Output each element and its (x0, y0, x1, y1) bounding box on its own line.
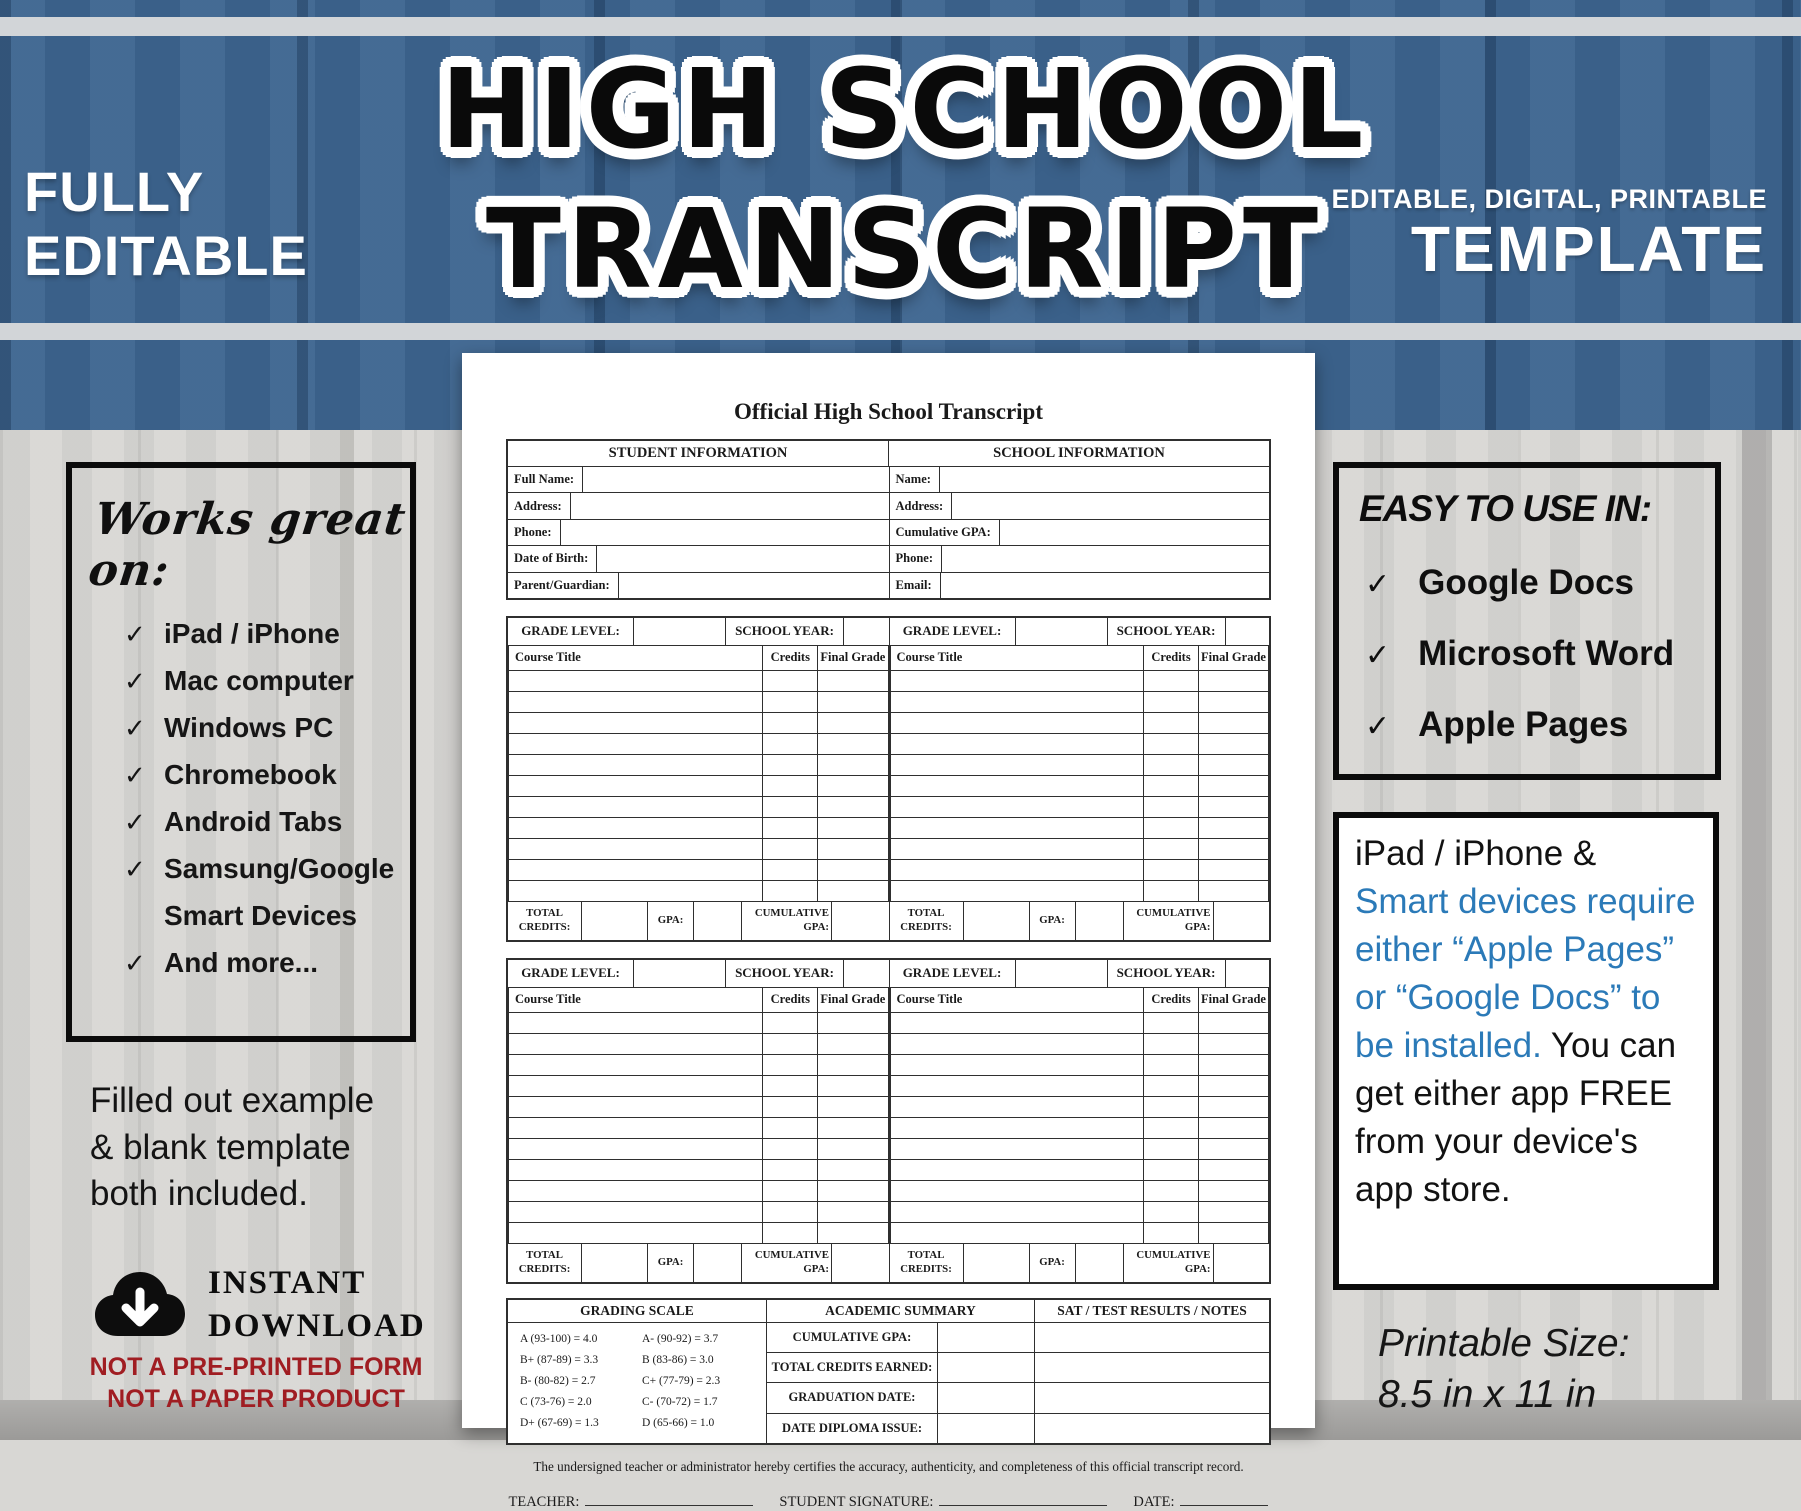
course-table (890, 988, 1270, 1244)
included-note-line: both included. (90, 1174, 308, 1214)
column-header: Credits (1144, 646, 1199, 671)
app-label: Microsoft Word (1418, 634, 1675, 673)
signature-line (585, 1491, 753, 1506)
grade-level-value-cell (634, 618, 726, 645)
instant-download (92, 1262, 426, 1348)
check-icon: ✓ (124, 807, 146, 837)
gpa-label: GPA: (648, 902, 694, 940)
list-item (124, 806, 410, 838)
empty-course-row (890, 712, 1269, 733)
info-table (506, 439, 1271, 600)
cumulative-gpa-value-cell (1214, 902, 1270, 940)
empty-course-row (890, 1201, 1269, 1222)
school-year-value-cell (844, 618, 889, 645)
empty-course-row (509, 1159, 889, 1180)
table-row: DATE DIPLOMA ISSUE: (767, 1414, 1034, 1443)
check-icon: ✓ (124, 948, 146, 978)
teacher-signature (509, 1491, 754, 1511)
course-rows (509, 1012, 889, 1243)
empty-course-row (509, 859, 889, 880)
empty-course-row (509, 670, 889, 691)
not-paper-warning (60, 1352, 452, 1415)
course-table-half (508, 960, 889, 1282)
school-info-header: SCHOOL INFORMATION (888, 441, 1269, 466)
grading-scale-row: B+ (87-89) = 3.3 B (83-86) = 3.0 (520, 1353, 714, 1366)
field-value-cell (597, 546, 888, 571)
gpa-label: GPA: (648, 1244, 694, 1282)
academic-summary-section (766, 1300, 1034, 1443)
empty-course-row (509, 1033, 889, 1054)
column-header: Credits (763, 988, 818, 1013)
check-icon: ✓ (124, 713, 146, 743)
check-icon: ✓ (124, 666, 146, 696)
page-title: Official High School Transcript (733, 399, 1044, 424)
works-great-on-heading: Works great on: (85, 494, 409, 596)
value-cell (938, 1414, 1034, 1443)
grade-level-value-cell (634, 960, 726, 987)
grade-level-label: GRADE LEVEL: (508, 618, 634, 645)
list-item (1365, 705, 1715, 745)
gpa-label: GPA: (1030, 902, 1076, 940)
instant-line: INSTANT (208, 1265, 367, 1301)
check-icon: ✓ (124, 619, 146, 649)
field-label: Full Name: (508, 467, 583, 492)
warning-line: NOT A PRE-PRINTED FORM (89, 1353, 423, 1381)
template-sub-label: EDITABLE, DIGITAL, PRINTABLE (1331, 184, 1767, 214)
value-cell (938, 1323, 1034, 1352)
value-cell (938, 1353, 1034, 1382)
device-label: And more... (164, 947, 319, 978)
fully-editable-label (24, 160, 308, 289)
included-note (90, 1078, 374, 1218)
transcript-page (462, 353, 1315, 1510)
summary-table (506, 1298, 1271, 1445)
total-credits-value-cell (582, 1244, 648, 1282)
grading-scale-row: B- (80-82) = 2.7 C+ (77-79) = 2.3 (520, 1374, 721, 1387)
course-table (890, 646, 1270, 902)
empty-course-row (890, 1054, 1269, 1075)
field-value-cell (619, 573, 889, 598)
column-header: Final Grade (1198, 988, 1268, 1013)
field-value-cell (561, 520, 889, 545)
table-row (508, 546, 1269, 572)
school-year-label: SCHOOL YEAR: (726, 618, 844, 645)
column-header: Course Title (509, 988, 763, 1013)
column-header: Credits (1144, 988, 1199, 1013)
empty-course-row (890, 775, 1269, 796)
school-year-value-cell (1226, 960, 1270, 987)
empty-course-row (890, 796, 1269, 817)
column-header: Final Grade (818, 646, 888, 671)
empty-course-row (509, 1075, 889, 1096)
app-label: Apple Pages (1418, 705, 1629, 744)
total-credits-value-cell (582, 902, 648, 940)
total-credits-label: TOTAL CREDITS: (508, 1244, 582, 1282)
app-requirement-note (1333, 812, 1719, 1290)
table-row (508, 467, 1269, 493)
school-year-value-cell (1226, 618, 1270, 645)
grade-level-value-cell (1016, 960, 1108, 987)
empty-course-row (890, 1075, 1269, 1096)
field-label: Parent/Guardian: (508, 573, 619, 598)
field-label: Phone: (890, 546, 943, 571)
field-value-cell (941, 573, 1269, 598)
empty-course-row (890, 670, 1269, 691)
empty-course-row (890, 1033, 1269, 1054)
list-item (124, 759, 410, 791)
download-cloud-icon (92, 1266, 188, 1344)
cumulative-gpa-value-cell (832, 902, 889, 940)
info-table-header (508, 441, 1269, 467)
field-value-cell (942, 546, 1269, 571)
grading-scale-header: GRADING SCALE (508, 1300, 766, 1323)
title-line-1: HIGH SCHOOL (440, 45, 1370, 173)
grading-scale-section (508, 1300, 766, 1443)
column-header: Credits (763, 646, 818, 671)
app-list (1359, 530, 1715, 745)
device-label: iPad / iPhone (164, 618, 340, 649)
cumulative-gpa-label: CUMULATIVE GPA: (1124, 1244, 1214, 1282)
student-signature (779, 1491, 1107, 1511)
warning-line: NOT A PAPER PRODUCT (107, 1384, 405, 1413)
course-rows (890, 1012, 1269, 1243)
sat-results-header: SAT / TEST RESULTS / NOTES (1035, 1300, 1269, 1323)
works-great-on-box (66, 462, 416, 1042)
school-year-value-cell (844, 960, 889, 987)
printable-size-line: Printable Size: (1378, 1322, 1630, 1365)
device-label: Mac computer (164, 665, 354, 696)
list-item (124, 665, 410, 697)
instant-download-label (208, 1262, 426, 1348)
field-label: Date of Birth: (508, 546, 597, 571)
student-signature-label: STUDENT SIGNATURE: (779, 1493, 934, 1510)
teacher-label: TEACHER: (508, 1493, 580, 1510)
gpa-value-cell (694, 902, 742, 940)
empty-course-row (509, 733, 889, 754)
table-row: GRADUATION DATE: (767, 1383, 1034, 1413)
totals-row (508, 902, 889, 940)
list-item (1365, 634, 1715, 674)
device-label: Windows PC (164, 712, 334, 743)
empty-course-row (890, 859, 1269, 880)
grade-year-row (508, 618, 889, 646)
totals-row (890, 902, 1270, 940)
app-label: Google Docs (1418, 563, 1635, 602)
column-header: Course Title (509, 646, 763, 671)
note-text: iPad / iPhone & (1355, 834, 1597, 873)
check-icon: ✓ (1365, 568, 1391, 601)
empty-course-row (890, 691, 1269, 712)
list-item (124, 900, 410, 932)
header-stripe-bottom (0, 323, 1801, 340)
column-header: Course Title (890, 988, 1144, 1013)
column-header: Course Title (890, 646, 1144, 671)
gpa-value-cell (694, 1244, 742, 1282)
field-value-cell (952, 493, 1269, 518)
cumulative-gpa-value-cell (1214, 1244, 1270, 1282)
total-credits-label: TOTAL CREDITS: (890, 902, 964, 940)
school-year-label: SCHOOL YEAR: (1108, 960, 1226, 987)
note-text: You can get either app FREE from your device's app store. (1355, 1025, 1677, 1209)
grade-year-row (890, 618, 1270, 646)
column-header: Final Grade (818, 988, 888, 1013)
empty-course-row (890, 1138, 1269, 1159)
grading-scale-body (508, 1323, 766, 1438)
gpa-value-cell (1076, 902, 1124, 940)
empty-course-row (509, 754, 889, 775)
table-row (508, 493, 1269, 519)
course-table (508, 988, 889, 1244)
total-credits-label: TOTAL CREDITS: (890, 1244, 964, 1282)
cumulative-gpa-label: CUMULATIVE GPA: (742, 1244, 832, 1282)
easy-to-use-heading: EASY TO USE IN: (1359, 488, 1652, 529)
course-table (508, 646, 889, 902)
printable-size-label (1378, 1318, 1629, 1421)
course-table-half (889, 960, 1270, 1282)
field-value-cell (571, 493, 889, 518)
device-label: Android Tabs (164, 806, 343, 837)
table-row (1035, 1383, 1269, 1413)
grading-scale-row: A (93-100) = 4.0 A- (90-92) = 3.7 (520, 1332, 719, 1345)
check-icon: ✓ (124, 854, 146, 884)
empty-course-row (890, 1222, 1269, 1243)
grade-level-value-cell (1016, 618, 1108, 645)
cumulative-gpa-label: CUMULATIVE GPA: (1124, 902, 1214, 940)
student-info-header: STUDENT INFORMATION (608, 445, 788, 461)
fully-line: FULLY (24, 160, 205, 223)
field-label: Cumulative GPA: (890, 520, 1000, 545)
printable-size-line: 8.5 in x 11 in (1378, 1373, 1597, 1417)
field-value-cell (583, 467, 888, 492)
date-label: DATE: (1133, 1493, 1175, 1510)
empty-course-row (509, 775, 889, 796)
grade-year-row (890, 960, 1270, 988)
list-item (124, 618, 410, 650)
total-credits-value-cell (964, 1244, 1030, 1282)
academic-summary-header: ACADEMIC SUMMARY (767, 1300, 1034, 1323)
empty-course-row (890, 1096, 1269, 1117)
empty-course-row (890, 880, 1269, 901)
table-row: CUMULATIVE GPA: (767, 1323, 1034, 1353)
table-row (1035, 1353, 1269, 1383)
template-label (1332, 184, 1767, 284)
empty-course-row (890, 1180, 1269, 1201)
field-label: Address: (508, 493, 571, 518)
certification-statement: The undersigned teacher or administrator hereby certifies the accuracy, authenticity, and completeness of this official transcript record. (533, 1458, 1244, 1474)
empty-course-row (509, 1180, 889, 1201)
school-year-label: SCHOOL YEAR: (1108, 618, 1226, 645)
empty-course-row (890, 1012, 1269, 1033)
device-label: Smart Devices (164, 900, 358, 931)
empty-course-row (509, 817, 889, 838)
empty-course-row (509, 1201, 889, 1222)
device-label: Samsung/Google (164, 853, 395, 884)
empty-course-row (509, 838, 889, 859)
total-credits-label: TOTAL CREDITS: (508, 902, 582, 940)
device-list (72, 618, 410, 979)
empty-course-row (509, 796, 889, 817)
field-value-cell (1000, 520, 1269, 545)
total-credits-value-cell (964, 902, 1030, 940)
grade-level-label: GRADE LEVEL: (890, 618, 1016, 645)
empty-course-row (890, 1159, 1269, 1180)
table-row (508, 520, 1269, 546)
included-note-line: & blank template (90, 1127, 351, 1167)
gpa-label: GPA: (1030, 1244, 1076, 1282)
grade-level-label: GRADE LEVEL: (508, 960, 634, 987)
column-header: Final Grade (1198, 646, 1268, 671)
grade-year-row (508, 960, 889, 988)
list-item (124, 712, 410, 744)
field-label: Email: (890, 573, 941, 598)
grading-scale-row: C (73-76) = 2.0 C- (70-72) = 1.7 (520, 1395, 718, 1408)
signature-row (506, 1491, 1271, 1511)
empty-course-row (509, 712, 889, 733)
empty-course-row (509, 691, 889, 712)
template-main-label: TEMPLATE (1410, 213, 1767, 285)
grading-scale-row: D+ (67-69) = 1.3 D (65-66) = 1.0 (520, 1416, 715, 1429)
check-icon: ✓ (1365, 639, 1391, 672)
table-row (508, 573, 1269, 598)
totals-row (508, 1244, 889, 1282)
course-rows (509, 670, 889, 901)
check-icon: ✓ (124, 760, 146, 790)
device-label: Chromebook (164, 759, 337, 790)
empty-course-row (509, 1117, 889, 1138)
empty-course-row (890, 838, 1269, 859)
cumulative-gpa-label: CUMULATIVE GPA: (742, 902, 832, 940)
included-note-line: Filled out example (90, 1081, 375, 1120)
header-stripe-top (0, 17, 1801, 36)
sat-results-section (1034, 1300, 1269, 1443)
title-line-2: TRANSCRIPT (485, 184, 1325, 313)
course-table-half (889, 618, 1270, 940)
table-row (1035, 1323, 1269, 1353)
signature-line (939, 1491, 1107, 1506)
easy-to-use-box (1333, 462, 1721, 780)
empty-course-row (509, 1054, 889, 1075)
totals-row (890, 1244, 1270, 1282)
empty-course-row (509, 1012, 889, 1033)
main-title (305, 40, 1505, 319)
field-value-cell (940, 467, 1269, 492)
empty-course-row (890, 1117, 1269, 1138)
empty-course-row (509, 1222, 889, 1243)
list-item (124, 947, 410, 979)
list-item (1365, 563, 1715, 603)
school-year-label: SCHOOL YEAR: (726, 960, 844, 987)
course-table-pair (506, 616, 1271, 942)
empty-course-row (509, 1096, 889, 1117)
empty-course-row (509, 880, 889, 901)
note-text-blue: Smart devices require either “Apple Pages” or “Google Docs” to be installed. (1355, 881, 1696, 1065)
table-row: TOTAL CREDITS EARNED: (767, 1353, 1034, 1383)
empty-course-row (509, 1138, 889, 1159)
date-signature (1133, 1491, 1268, 1511)
download-line: DOWNLOAD (208, 1307, 426, 1344)
value-cell (938, 1383, 1034, 1412)
check-icon: ✓ (1365, 710, 1391, 743)
empty-course-row (890, 733, 1269, 754)
empty-course-row (890, 754, 1269, 775)
empty-course-row (890, 817, 1269, 838)
cumulative-gpa-value-cell (832, 1244, 889, 1282)
course-table-half (508, 618, 889, 940)
course-rows (890, 670, 1269, 901)
field-label: Name: (890, 467, 940, 492)
editable-line: EDITABLE (24, 224, 308, 288)
field-label: Phone: (508, 520, 561, 545)
list-item (124, 853, 410, 885)
course-table-pair (506, 958, 1271, 1284)
grade-level-label: GRADE LEVEL: (890, 960, 1016, 987)
field-label: Address: (890, 493, 953, 518)
table-row (1035, 1414, 1269, 1443)
signature-line (1180, 1491, 1268, 1506)
gpa-value-cell (1076, 1244, 1124, 1282)
